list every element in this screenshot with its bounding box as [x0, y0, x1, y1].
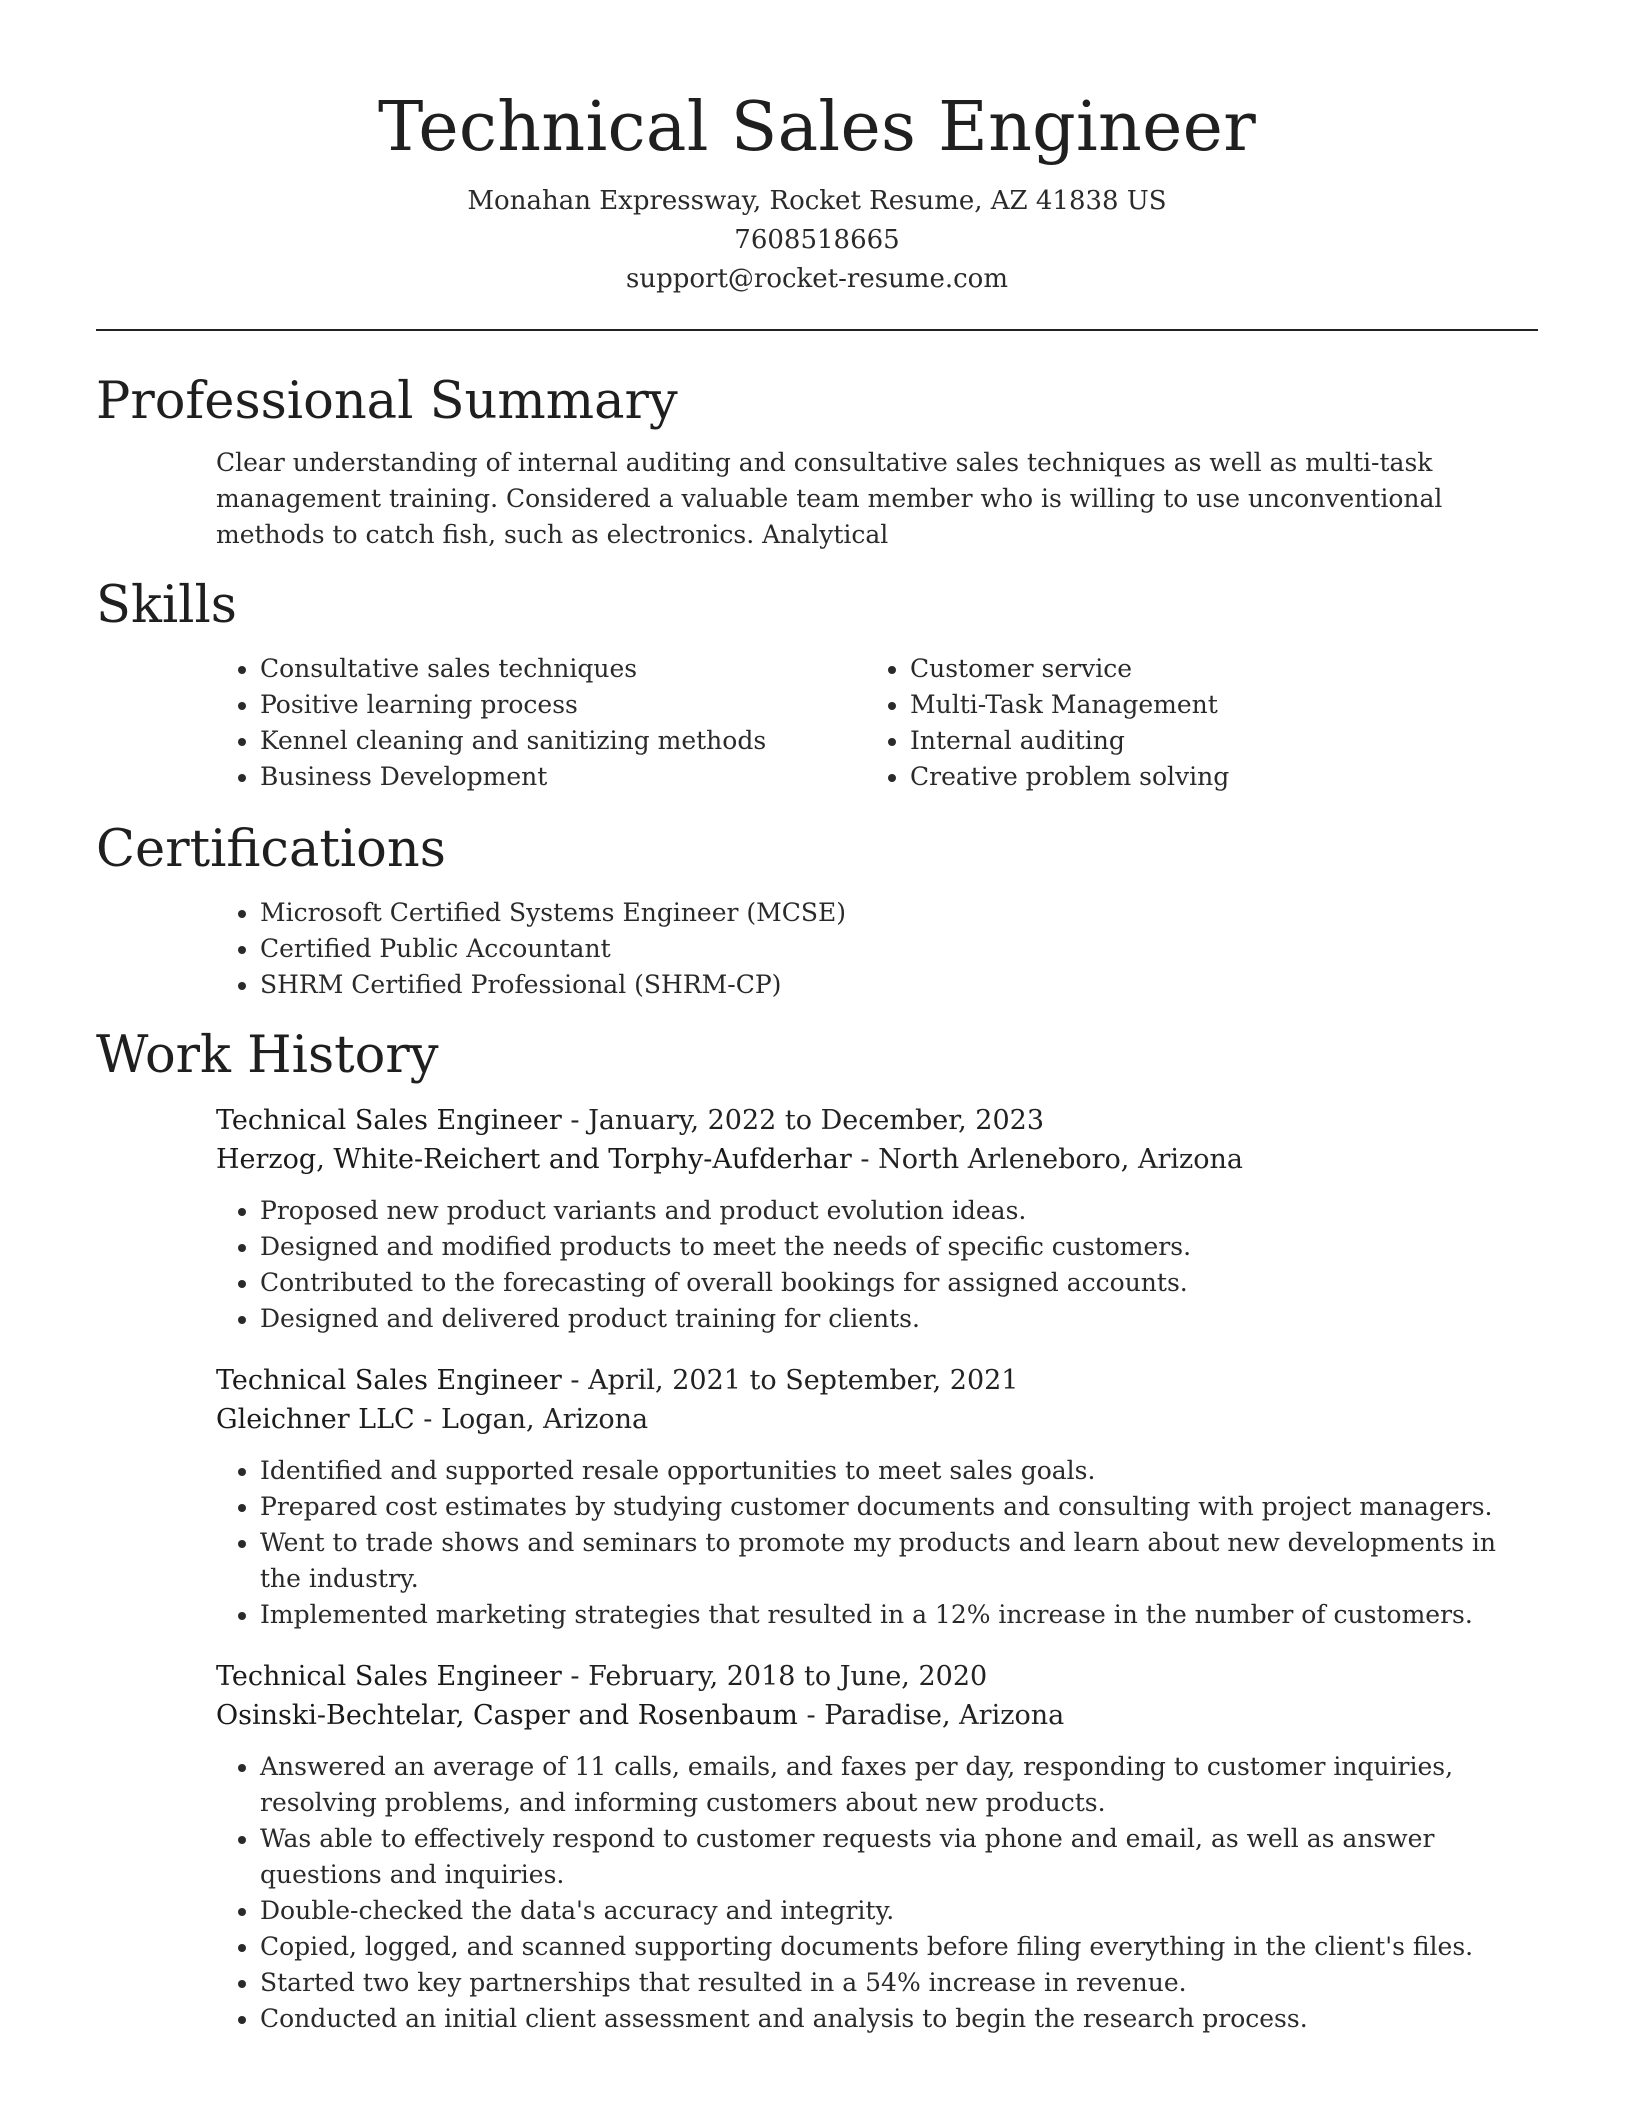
job-bullet: • Implemented marketing strategies that resulted in a 12% increase in the number of customers. [260, 1597, 1538, 1633]
job-bullet: • Was able to effectively respond to customer requests via phone and email, as well as answer questions and inquiries. [260, 1821, 1538, 1893]
job-role: Technical Sales Engineer [216, 1105, 562, 1136]
skills-column-right [866, 651, 1516, 795]
job-title-line [216, 1361, 1538, 1400]
job-bullet: • Double-checked the data's accuracy and integrity. [260, 1893, 1538, 1929]
job-bullets [216, 1453, 1538, 1633]
skill-item: • Kennel cleaning and sanitizing methods [260, 723, 866, 759]
job-separator: - [860, 1144, 879, 1175]
skills-list-left [216, 651, 866, 795]
certification-item: • Certified Public Accountant [260, 931, 1538, 967]
skill-item: • Customer service [910, 651, 1516, 687]
job-bullet: • Went to trade shows and seminars to promote my products and learn about new developments in the industry. [260, 1525, 1538, 1597]
resume-name: Technical Sales Engineer [377, 88, 1257, 167]
skill-item: • Creative problem solving [910, 759, 1516, 795]
job-bullet: • Designed and modified products to meet the needs of specific customers. [260, 1229, 1538, 1265]
job-role: Technical Sales Engineer [216, 1365, 562, 1396]
job-entry [216, 1657, 1538, 2037]
job-separator: - [423, 1404, 442, 1435]
job-company-line [216, 1400, 1538, 1439]
certifications-list [216, 895, 1538, 1003]
job-role: Technical Sales Engineer [216, 1661, 562, 1692]
job-bullet: • Started two key partnerships that resulted in a 54% increase in revenue. [260, 1965, 1538, 2001]
skill-item: • Consultative sales techniques [260, 651, 866, 687]
job-location: Logan, Arizona [441, 1404, 649, 1435]
job-bullets [216, 1193, 1538, 1337]
job-dates: January, 2022 to December, 2023 [588, 1105, 1045, 1136]
certifications-list-wrap [216, 895, 1538, 1003]
skill-item: • Multi-Task Management [910, 687, 1516, 723]
job-company: Herzog, White-Reichert and Torphy-Aufderhar [216, 1144, 852, 1175]
skills-list-right [866, 651, 1516, 795]
header-divider [96, 329, 1538, 331]
summary-text: Clear understanding of internal auditing and consultative sales techniques as well as multi-task management training. Considered a valuable team member who is willing to use unconventional methods to catch fish, such as electronics. Analytical [216, 448, 1443, 549]
skill-item: • Business Development [260, 759, 866, 795]
work-history-title: Work History [96, 1026, 439, 1085]
job-bullet: • Copied, logged, and scanned supporting documents before filing everything in the client's files. [260, 1929, 1538, 1965]
skill-item: • Positive learning process [260, 687, 866, 723]
job-location: North Arleneboro, Arizona [878, 1144, 1243, 1175]
skills-column-left [216, 651, 866, 795]
contact-address: Monahan Expressway, Rocket Resume, AZ 41838 US [467, 186, 1167, 216]
job-title-line [216, 1657, 1538, 1696]
job-separator: - [570, 1661, 589, 1692]
contact-block [96, 182, 1538, 299]
resume-header [96, 0, 1538, 299]
job-company: Gleichner LLC [216, 1404, 415, 1435]
certifications-section [96, 819, 1538, 1003]
skills-columns [216, 651, 1538, 795]
job-bullet: • Identified and supported resale opportunities to meet sales goals. [260, 1453, 1538, 1489]
job-separator: - [570, 1105, 589, 1136]
skill-item: • Internal auditing [910, 723, 1516, 759]
job-entry [216, 1101, 1538, 1337]
summary-title: Professional Summary [96, 372, 678, 431]
job-bullets [216, 1749, 1538, 2037]
job-company-line [216, 1696, 1538, 1735]
job-separator: - [570, 1365, 589, 1396]
resume-page [96, 0, 1538, 2037]
job-bullet: • Designed and delivered product training for clients. [260, 1301, 1538, 1337]
job-bullet: • Prepared cost estimates by studying customer documents and consulting with project managers. [260, 1489, 1538, 1525]
work-history-section [96, 1025, 1538, 2037]
skills-title: Skills [96, 576, 237, 635]
job-bullet: • Answered an average of 11 calls, emails, and faxes per day, responding to customer inquiries, resolving problems, and informing customers about new products. [260, 1749, 1538, 1821]
certification-item: • Microsoft Certified Systems Engineer (MCSE) [260, 895, 1538, 931]
certification-item: • SHRM Certified Professional (SHRM-CP) [260, 967, 1538, 1003]
job-title-line [216, 1101, 1538, 1140]
contact-email: support@rocket-resume.com [625, 264, 1008, 294]
job-dates: February, 2018 to June, 2020 [588, 1661, 988, 1692]
skills-section [96, 575, 1538, 795]
contact-phone: 7608518665 [734, 225, 900, 255]
job-dates: April, 2021 to September, 2021 [588, 1365, 1019, 1396]
certifications-title: Certifications [96, 820, 446, 879]
job-separator: - [806, 1700, 825, 1731]
job-bullet: • Contributed to the forecasting of overall bookings for assigned accounts. [260, 1265, 1538, 1301]
job-company-line [216, 1140, 1538, 1179]
job-bullet: • Proposed new product variants and product evolution ideas. [260, 1193, 1538, 1229]
job-company: Osinski-Bechtelar, Casper and Rosenbaum [216, 1700, 798, 1731]
job-location: Paradise, Arizona [824, 1700, 1065, 1731]
job-entry [216, 1361, 1538, 1633]
summary-section [96, 371, 1538, 553]
job-bullet: • Conducted an initial client assessment and analysis to begin the research process. [260, 2001, 1538, 2037]
